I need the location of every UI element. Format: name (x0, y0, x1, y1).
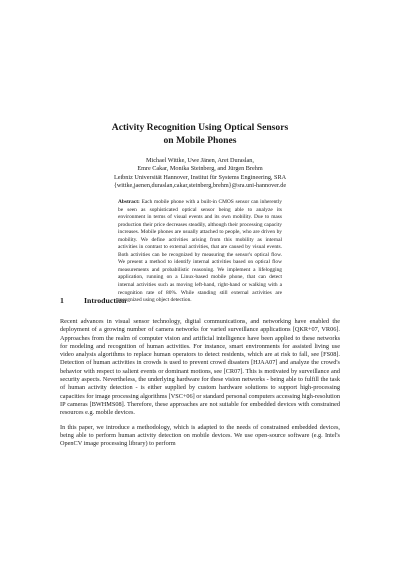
section-number: 1 (60, 296, 64, 305)
section-heading (60, 296, 126, 305)
title-line-1: Activity Recognition Using Optical Sensors (111, 122, 289, 133)
abstract-label: Abstract: (118, 199, 140, 205)
paper-title (0, 122, 400, 147)
author-emails: {wittke,jaenen,duraslan,cakar,steinberg,brehm}@sra.uni-hannover.de (113, 182, 287, 190)
paragraph-2: In this paper, we introduce a methodology, which is adapted to the needs of constrained embedded devices, being able to perform human activity detection on mobile devices. We use open-source software (e.g. Intel's OpenCV image processing library) to perform (60, 423, 340, 448)
affiliation: Leibniz Universität Hannover, Institut für Systems Engineering, SRA (113, 173, 287, 181)
title-line-2: on Mobile Phones (163, 134, 237, 146)
author-block (0, 157, 400, 191)
author-names-2: Emre Cakar, Monika Steinberg, and Jürgen Brehm (137, 165, 263, 173)
body-text (60, 318, 340, 454)
author-names-1: Michael Wittke, Uwe Jänen, Aret Duraslan, (146, 157, 254, 164)
paragraph-1: Recent advances in visual sensor technology, digital communications, and networking have enabled the deployment of a growing number of camera networks for varied surveillance applications [QKR+07, VR06]. Approaches from the realm of computer vision and artificial intelligence have been applied to these networks for modeling and recognition of human activities. For instance, smart environments for assisted living use video analysis algorithms to replace human operators to detect residents, which are at risk to fall, see [FS08]. Detection of human activities in crowds is used to prevent crowd disasters [HJAA07] and analyze the crowd's behavior with respect to salient events or dominant motions, see [CR07]. This is motivated by surveillance and security aspects. Nevertheless, the underlying hardware for these vision networks - being able to fulfill the task of human activity detection - is either supplied by custom hardware solutions to support high-processing capacities for image processing algorithms [VSC+06] or standard personal computers accessing high-resolution IP cameras [BWHMS08]. Therefore, these approaches are not suitable for embedded devices with constrained resources e.g. mobile devices. (60, 318, 340, 417)
abstract-text: Each mobile phone with a built-in CMOS sensor can inherently be seen as sophisticated optical sensor being able to analyze its environment in terms of visual events and its own mobility. Due to mass production their price decreases steadily, although their processing capacity increases. Mobile phones are usually attached to people, who are driven by mobility. We define activities arising from this mobility as internal activities in contrast to external activities, that are caused by visual events. Both activities can be recognized by measuring the sensor's optical flow. We present a method to identify internal activities based on optical flow measurements and probabilistic reasoning. We implement a lifelogging application, running on a Linux-based mobile phone, that can detect internal activities such as moving left-hand, right-hand or walking with a recognition rate of 80%. While standing still external activities are recognized using object detection. (118, 199, 282, 304)
section-title: Introduction (84, 296, 127, 305)
abstract (118, 199, 282, 305)
